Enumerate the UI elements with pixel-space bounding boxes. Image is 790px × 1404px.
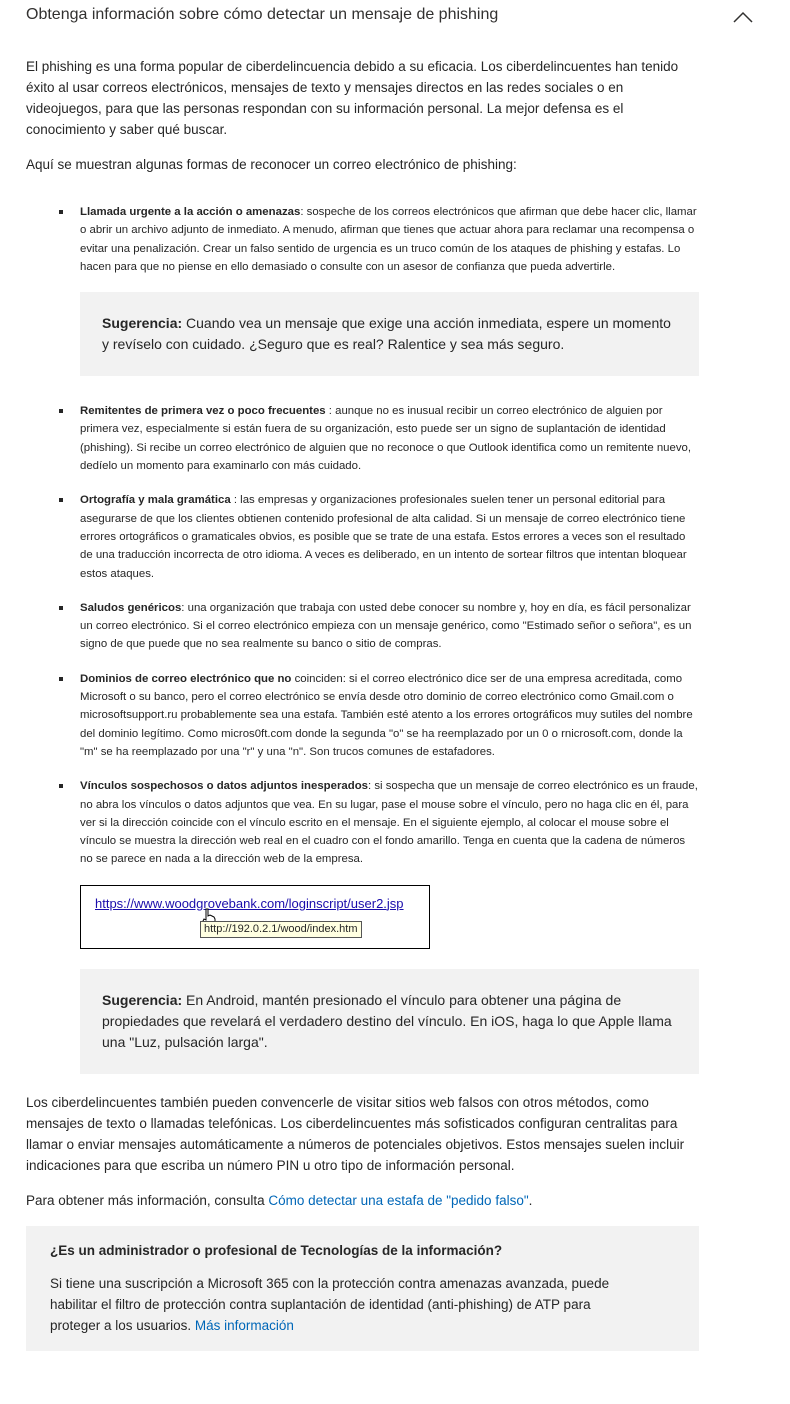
accordion-content (26, 56, 700, 1351)
example-link[interactable]: https://www.woodgrovebank.com/loginscript/user2.jsp (95, 895, 404, 911)
list-item-text: : sospeche de los correos electrónicos que afirman que debe hacer clic, llamar o abrir un archivo adjunto de inmediato. A menudo, afirman que tienes que actuar ahora para reclamar una recompensa o evitar una penalización. Crear un falso sentido de urgencia es un truco común de los ataques de phishing y estafas. Lo hacen para que no piense en ello demasiado o consulte con un asesor de confianza que pueda advertirle. (80, 206, 697, 273)
list-item-title: Vínculos sospechosos o datos adjuntos inesperados (80, 780, 368, 793)
link-hover-example (80, 885, 430, 949)
list-item-title: Llamada urgente a la acción o amenazas (80, 206, 301, 218)
fake-order-scam-link[interactable]: Cómo detectar una estafa de "pedido falso" (268, 1192, 529, 1208)
list-item (26, 203, 700, 276)
more-info-prefix: Para obtener más información, consulta (26, 1192, 269, 1208)
list-item (26, 777, 700, 868)
suggestion-text: Cuando vea un mensaje que exige una acción inmediata, espere un momento y revíselo con cuidado. ¿Seguro que es real? Ralentice y sea más seguro. (102, 315, 671, 353)
list-item (26, 491, 700, 582)
suggestion-text: En Android, mantén presionado el vínculo para obtener una página de propiedades que revelará el verdadero destino del vínculo. En iOS, haga lo que Apple llama una "Luz, pulsación larga". (102, 991, 672, 1050)
more-info-link[interactable]: Más información (194, 1317, 294, 1333)
list-item-text: : aunque no es inusual recibir un correo electrónico de alguien por primera vez, especialmente si están fuera de su organización, esto puede ser un signo de suplantación de identidad (phishing). Si recibe un correo electrónico de alguien que no reconoce o que Outlook identifica como un remitente nuevo, dedíelo un momento para examinarlo con más cuidado. (80, 405, 692, 473)
accordion-header[interactable] (0, 0, 790, 36)
more-info-suffix: . (528, 1192, 533, 1208)
suggestion-label: Sugerencia: (102, 991, 183, 1008)
suggestion-label: Sugerencia: (102, 315, 183, 332)
admin-callout-body: Si tiene una suscripción a Microsoft 365 con la protección contra amenazas avanzada, puede habilitar el filtro de protección contra suplantación de identidad (anti-phishing) de ATP para proteger a los usuarios. (50, 1275, 610, 1333)
url-tooltip: http://192.0.2.1/wood/index.htm (200, 921, 362, 938)
list-item-title: Saludos genéricos (80, 601, 182, 614)
list-item (26, 670, 700, 761)
phishing-signs-list (26, 402, 700, 869)
suggestion-box (80, 969, 699, 1074)
admin-callout-text (50, 1273, 675, 1336)
outro-paragraph: Los ciberdelincuentes también pueden convencerle de visitar sitios web falsos con otros métodos, como mensajes de texto o llamadas telefónicas. Los ciberdelincuentes más sofisticados configuran centralitas para llamar o enviar mensajes automáticamente a números de potenciales objetivos. Estos mensajes suelen incluir indicaciones para que escriba un número PIN u otro tipo de información personal. (26, 1094, 685, 1173)
admin-callout (26, 1226, 699, 1351)
accordion-title[interactable]: Obtenga información sobre cómo detectar un mensaje de phishing (26, 6, 499, 23)
more-info-paragraph (26, 1190, 700, 1211)
chevron-up-icon[interactable] (733, 11, 753, 23)
list-item (26, 599, 700, 654)
list-item-text: : una organización que trabaja con usted debe conocer su nombre y, hoy en día, es fácil personalizar un correo electrónico. Si el correo electrónico empieza con un mensaje genérico, como "Estimado señor o señora", es un signo de que puede que no sea realmente su banco o sitio de compras. (80, 601, 692, 651)
list-item-title: Remitentes de primera vez o poco frecuentes (80, 405, 326, 418)
list-item-title: Ortografía y mala gramática (80, 494, 231, 507)
list-item-text: : si sospecha que un mensaje de correo electrónico es un fraude, no abra los vínculos o datos adjuntos que vea. En su lugar, pase el mouse sobre el vínculo, pero no haga clic en él, para ver si la dirección coincide con el vínculo escrito en el mensaje. En el siguiente ejemplo, al colocar el mouse sobre el vínculo se muestra la dirección web real en el cuadro con el fondo amarillo. Tenga en cuenta que la cadena de números no se parece en nada a la dirección web de la empresa. (80, 780, 698, 866)
list-item (26, 402, 700, 475)
list-item-text: : las empresas y organizaciones profesionales suelen tener un personal editorial para asegurarse de que los clientes obtienen contenido profesional de alta calidad. Si un mensaje de correo electrónico tiene errores ortográficos o gramaticales obvios, es posible que se trate de una estafa. Estos errores a veces son el resultado de una traducción incorrecta de otro idioma. A veces es deliberado, en un intento de sortear filtros que intentan bloquear estos ataques. (80, 494, 687, 580)
intro-paragraph: El phishing es una forma popular de ciberdelincuencia debido a su eficacia. Los ciberdelincuentes han tenido éxito al usar correos electrónicos, mensajes de texto y mensajes directos en las redes sociales o en videojuegos, para que las personas respondan con su información personal. La mejor defensa es el conocimiento y saber qué buscar. (26, 59, 679, 137)
intro-list-lead: Aquí se muestran algunas formas de reconocer un correo electrónico de phishing: (26, 157, 517, 172)
admin-callout-title: ¿Es un administrador o profesional de Tecnologías de la información? (50, 1242, 503, 1258)
suggestion-box (80, 292, 699, 376)
list-item-title: Dominios de correo electrónico que no (80, 672, 292, 685)
list-item-text: coinciden: si el correo electrónico dice ser de una empresa acreditada, como Microsoft o su banco, pero el correo electrónico se envía desde otro dominio de correo electrónico como Gmail.com o microsoftsupport.ru probablemente sea una estafa. También esté atento a los errores ortográficos muy sutiles del nombre del dominio legítimo. Como micros0ft.com donde la segunda "o" se ha reemplazado por un 0 o rnicrosoft.com, donde la "m" se ha reemplazado por una "r" y una "n". Son trucos comunes de estafadores. (80, 672, 693, 758)
phishing-signs-list (26, 203, 700, 276)
